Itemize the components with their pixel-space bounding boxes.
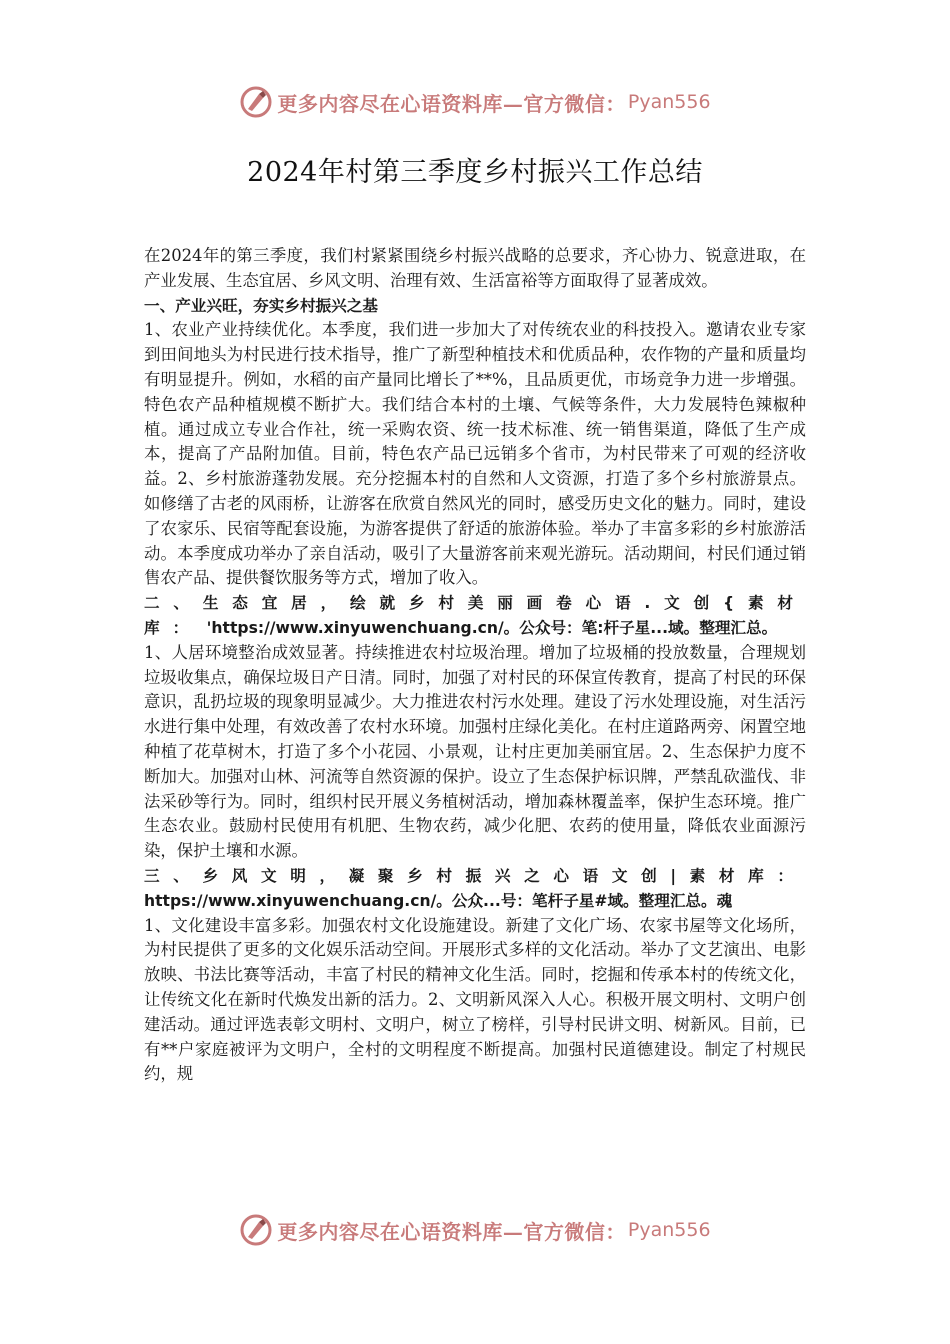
section-heading-3-lead: 三、乡风文明，凝聚乡村振兴之心语文创|素材库： <box>144 866 806 885</box>
section-heading-2-lead: 二、生态宜居，绘就乡村美丽画卷心语.文创{素材库： <box>144 594 806 637</box>
section-body-2: 1、人居环境整治成效显著。持续推进农村垃圾治理。增加了垃圾桶的投放数量，合理规划垃圾收集点，确保垃圾日产日清。同时，加强了对村民的环保宣传教育，提高了村民的环保意识，乱扔垃圾的现象明显减少。大力推进农村污水处理。建设了污水处理设施，对生活污水进行集中处理，有效改善了农村水环境。加强村庄绿化美化。在村庄道路两旁、闲置空地种植了花草树木，打造了多个小花园、小景观，让村庄更加美丽宜居。2、生态保护力度不断加大。加强对山林、河流等自然资源的保护。设立了生态保护标识牌，严禁乱砍滥伐、非法采砂等行为。同时，组织村民开展义务植树活动，增加森林覆盖率，保护生态环境。推广生态农业。鼓励村民使用有机肥、生物农药，减少化肥、农药的使用量，降低农业面源污染，保护土壤和水源。 <box>144 642 806 861</box>
section-body-3: 1、文化建设丰富多彩。加强农村文化设施建设。新建了文化广场、农家书屋等文化场所，为村民提供了更多的文化娱乐活动空间。开展形式多样的文化活动。举办了文艺演出、电影放映、书法比赛等活动，丰富了村民的精神文化生活。同时，挖掘和传承本村的传统文化，让传统文化在新时代焕发出新的活力。2、文明新风深入人心。积极开展文明村、文明户创建活动。通过评选表彰文明村、文明户，树立了榜样，引导村民讲文明、树新风。目前，已有**户家庭被评为文明户，全村的文明程度不断提高。加强村民道德建设。制定了村规民约，规 <box>144 915 806 1084</box>
section-heading-3 <box>144 864 806 914</box>
banner-handle: Pyan556 <box>627 1219 711 1241</box>
banner-text: 更多内容尽在心语资料库—官方微信： <box>277 1219 626 1244</box>
section-heading-3-rest: https://www.xinyuwenchuang.cn/。公众...号：笔杆子星#域。整理汇总。魂 <box>144 891 733 910</box>
section-heading-2 <box>144 591 806 641</box>
document-title: 2024年村第三季度乡村振兴工作总结 <box>247 157 703 188</box>
section-heading-1: 一、产业兴旺，夯实乡村振兴之基 <box>144 296 378 315</box>
document-body <box>144 244 806 1087</box>
brand-logo-icon <box>239 1213 273 1247</box>
footer-watermark-banner <box>0 1208 950 1252</box>
header-watermark-banner <box>0 80 950 124</box>
brand-logo-icon <box>239 85 273 119</box>
section-heading-2-rest: 'https://www.xinyuwenchuang.cn/。公众号：笔:杆子星...域。整理汇总。 <box>201 618 778 637</box>
banner-text: 更多内容尽在心语资料库—官方微信： <box>277 91 626 116</box>
banner-handle: Pyan556 <box>627 91 711 113</box>
intro-paragraph: 在2024年的第三季度，我们村紧紧围绕乡村振兴战略的总要求，齐心协力、锐意进取，在产业发展、生态宜居、乡风文明、治理有效、生活富裕等方面取得了显著成效。 <box>144 246 806 290</box>
section-body-1: 1、农业产业持续优化。本季度，我们进一步加大了对传统农业的科技投入。邀请农业专家到田间地头为村民进行技术指导，推广了新型种植技术和优质品种，农作物的产量和质量均有明显提升。例如，水稻的亩产量同比增长了**%，且品质更优，市场竞争力进一步增强。特色农产品种植规模不断扩大。我们结合本村的土壤、气候等条件，大力发展特色辣椒种植。通过成立专业合作社，统一采购农资、统一技术标准、统一销售渠道，降低了生产成本，提高了产品附加值。目前，特色农产品已远销多个省市，为村民带来了可观的经济收益。2、乡村旅游蓬勃发展。充分挖掘本村的自然和人文资源，打造了多个乡村旅游景点。如修缮了古老的风雨桥，让游客在欣赏自然风光的同时，感受历史文化的魅力。同时，建设了农家乐、民宿等配套设施，为游客提供了舒适的旅游体验。举办了丰富多彩的乡村旅游活动。本季度成功举办了亲自活动，吸引了大量游客前来观光游玩。活动期间，村民们通过销售农产品、提供餐饮服务等方式，增加了收入。 <box>144 320 806 588</box>
